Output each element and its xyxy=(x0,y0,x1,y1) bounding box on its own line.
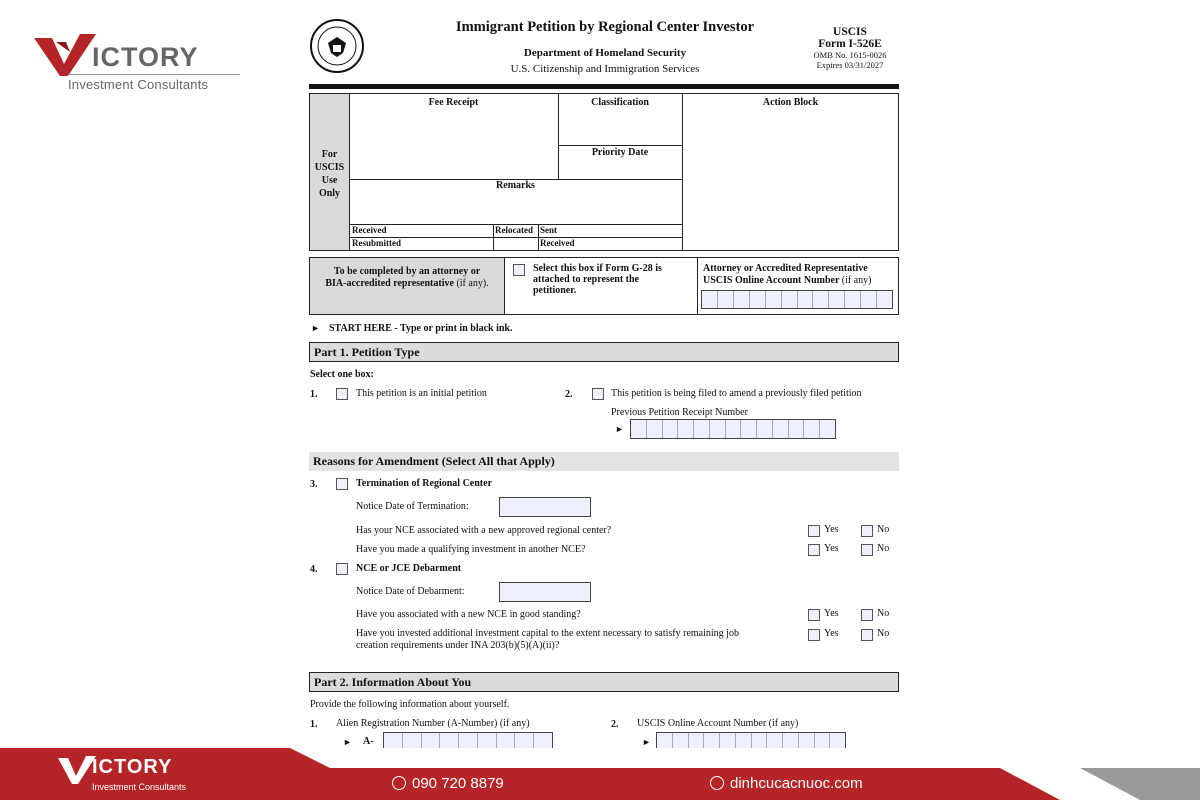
g28-checkbox[interactable] xyxy=(513,264,525,276)
footer-brand-sub: Investment Consultants xyxy=(92,782,187,792)
dhs-seal-icon xyxy=(310,19,364,73)
action-block-label: Action Block xyxy=(762,97,819,108)
brand-divider xyxy=(68,74,240,75)
footer-banner xyxy=(0,748,1200,800)
relocated-label: Relocated xyxy=(495,225,533,235)
priority-date-label: Priority Date xyxy=(591,147,649,158)
header-rule xyxy=(309,84,899,89)
fee-receipt-label: Fee Receipt xyxy=(428,97,479,108)
brand-name: ICTORY xyxy=(92,42,199,72)
expiration: Expires 03/31/2027 xyxy=(816,60,884,70)
termination-label: Termination of Regional Center xyxy=(356,478,493,489)
q-add-inv-no[interactable] xyxy=(861,629,873,641)
q-qual-inv-yes[interactable] xyxy=(808,544,820,556)
q-add-inv: Have you invested additional investment capital to the extent necessary to satisfy remaining job creation requirements under INA 203(b)(5)(A)(ii)? xyxy=(356,628,739,651)
form-id-block xyxy=(803,26,897,70)
website-url: dinhcucacnuoc.com xyxy=(730,775,863,792)
agency: U.S. Citizenship and Immigration Services xyxy=(510,63,700,75)
q-qual-inv-yes-label: Yes xyxy=(824,543,839,554)
q-new-nce-no[interactable] xyxy=(861,609,873,621)
victory-v-icon xyxy=(30,30,100,80)
initial-petition-label: This petition is an initial petition xyxy=(356,388,487,399)
a-item3-number: 3. xyxy=(310,479,318,490)
q-new-rc: Has your NCE associated with a new approved regional center? xyxy=(356,525,612,536)
uscis-account-label: USCIS Online Account Number (if any) xyxy=(637,718,799,729)
amend-petition-label: This petition is being filed to amend a previously filed petition xyxy=(611,388,862,399)
part1-header: Part 1. Petition Type xyxy=(309,342,899,362)
prev-receipt-input[interactable] xyxy=(630,419,836,439)
debarment-label: NCE or JCE Debarment xyxy=(356,563,462,574)
q-qual-inv: Have you made a qualifying investment in another NCE? xyxy=(356,544,586,555)
p2-item2-number: 2. xyxy=(611,719,619,730)
phone-number: 090 720 8879 xyxy=(412,775,504,792)
attorney-account-input[interactable] xyxy=(701,290,893,309)
prev-receipt-arrow-icon: ► xyxy=(615,424,624,434)
form-sheet xyxy=(305,10,903,770)
q-qual-inv-no[interactable] xyxy=(861,544,873,556)
q-new-nce-yes[interactable] xyxy=(808,609,820,621)
a-item4-number: 4. xyxy=(310,564,318,575)
phone-icon xyxy=(392,776,406,790)
a-number-arrow-icon: ► xyxy=(343,737,352,747)
received-label: Received xyxy=(352,225,387,235)
attorney-instructions: To be completed by an attorney or BIA-accredited representative (if any). xyxy=(325,266,489,289)
q-new-nce: Have you associated with a new NCE in good standing? xyxy=(356,609,581,620)
q-new-rc-yes-label: Yes xyxy=(824,524,839,535)
remarks-label: Remarks xyxy=(496,180,535,191)
brand-logo xyxy=(30,30,230,95)
q-new-nce-no-label: No xyxy=(877,608,890,619)
q-qual-inv-no-label: No xyxy=(877,543,890,554)
prev-receipt-label: Previous Petition Receipt Number xyxy=(611,407,748,418)
p1-item2-number: 2. xyxy=(565,389,573,400)
g28-label: Select this box if Form G-28 is attached to represent the petitioner. xyxy=(533,263,662,296)
q-add-inv-yes[interactable] xyxy=(808,629,820,641)
notice-debarment-label: Notice Date of Debarment: xyxy=(356,586,465,597)
initial-petition-checkbox[interactable] xyxy=(336,388,348,400)
sent-label: Sent xyxy=(540,225,558,235)
q-new-nce-yes-label: Yes xyxy=(824,608,839,619)
part2-header: Part 2. Information About You xyxy=(309,672,899,692)
resubmitted-label: Resubmitted xyxy=(352,238,401,248)
q-new-rc-no-label: No xyxy=(877,524,890,535)
debarment-checkbox[interactable] xyxy=(336,563,348,575)
footer-website[interactable] xyxy=(710,775,863,792)
uscis-side-label: For USCIS Use Only xyxy=(314,149,345,199)
brand-subtitle: Investment Consultants xyxy=(68,77,209,92)
p1-item1-number: 1. xyxy=(310,389,318,400)
a-number-prefix: A- xyxy=(363,736,374,747)
debarment-date-input[interactable] xyxy=(499,582,591,602)
start-arrow-icon: ► xyxy=(311,323,320,333)
classification-label: Classification xyxy=(591,97,649,108)
footer-brand: ICTORY xyxy=(92,756,173,778)
q-new-rc-yes[interactable] xyxy=(808,525,820,537)
provide-info: Provide the following information about yourself. xyxy=(310,699,510,710)
q-add-inv-yes-label: Yes xyxy=(824,628,839,639)
department: Department of Homeland Security xyxy=(523,47,687,59)
attorney-account-label: Attorney or Accredited Representative USCIS Online Account Number (if any) xyxy=(703,263,872,286)
a-number-label: Alien Registration Number (A-Number) (if any) xyxy=(336,718,530,729)
uscis-use-box xyxy=(309,93,899,251)
termination-checkbox[interactable] xyxy=(336,478,348,490)
notice-termination-label: Notice Date of Termination: xyxy=(356,501,469,512)
form-id: Form I-526E xyxy=(818,38,882,50)
uscis-account-arrow-icon: ► xyxy=(642,737,651,747)
received2-label: Received xyxy=(540,238,575,248)
globe-icon xyxy=(710,776,724,790)
p2-item1-number: 1. xyxy=(310,719,318,730)
q-add-inv-no-label: No xyxy=(877,628,890,639)
select-one-label: Select one box: xyxy=(310,369,374,380)
omb-number: OMB No. 1615-0026 xyxy=(813,50,887,60)
form-title: Immigrant Petition by Regional Center Investor xyxy=(455,19,755,35)
footer-phone[interactable] xyxy=(392,775,504,792)
start-here: START HERE - Type or print in black ink. xyxy=(329,323,513,334)
amend-petition-checkbox[interactable] xyxy=(592,388,604,400)
agency-short: USCIS xyxy=(833,26,867,38)
amendment-header: Reasons for Amendment (Select All that Apply) xyxy=(309,452,899,471)
q-new-rc-no[interactable] xyxy=(861,525,873,537)
termination-date-input[interactable] xyxy=(499,497,591,517)
